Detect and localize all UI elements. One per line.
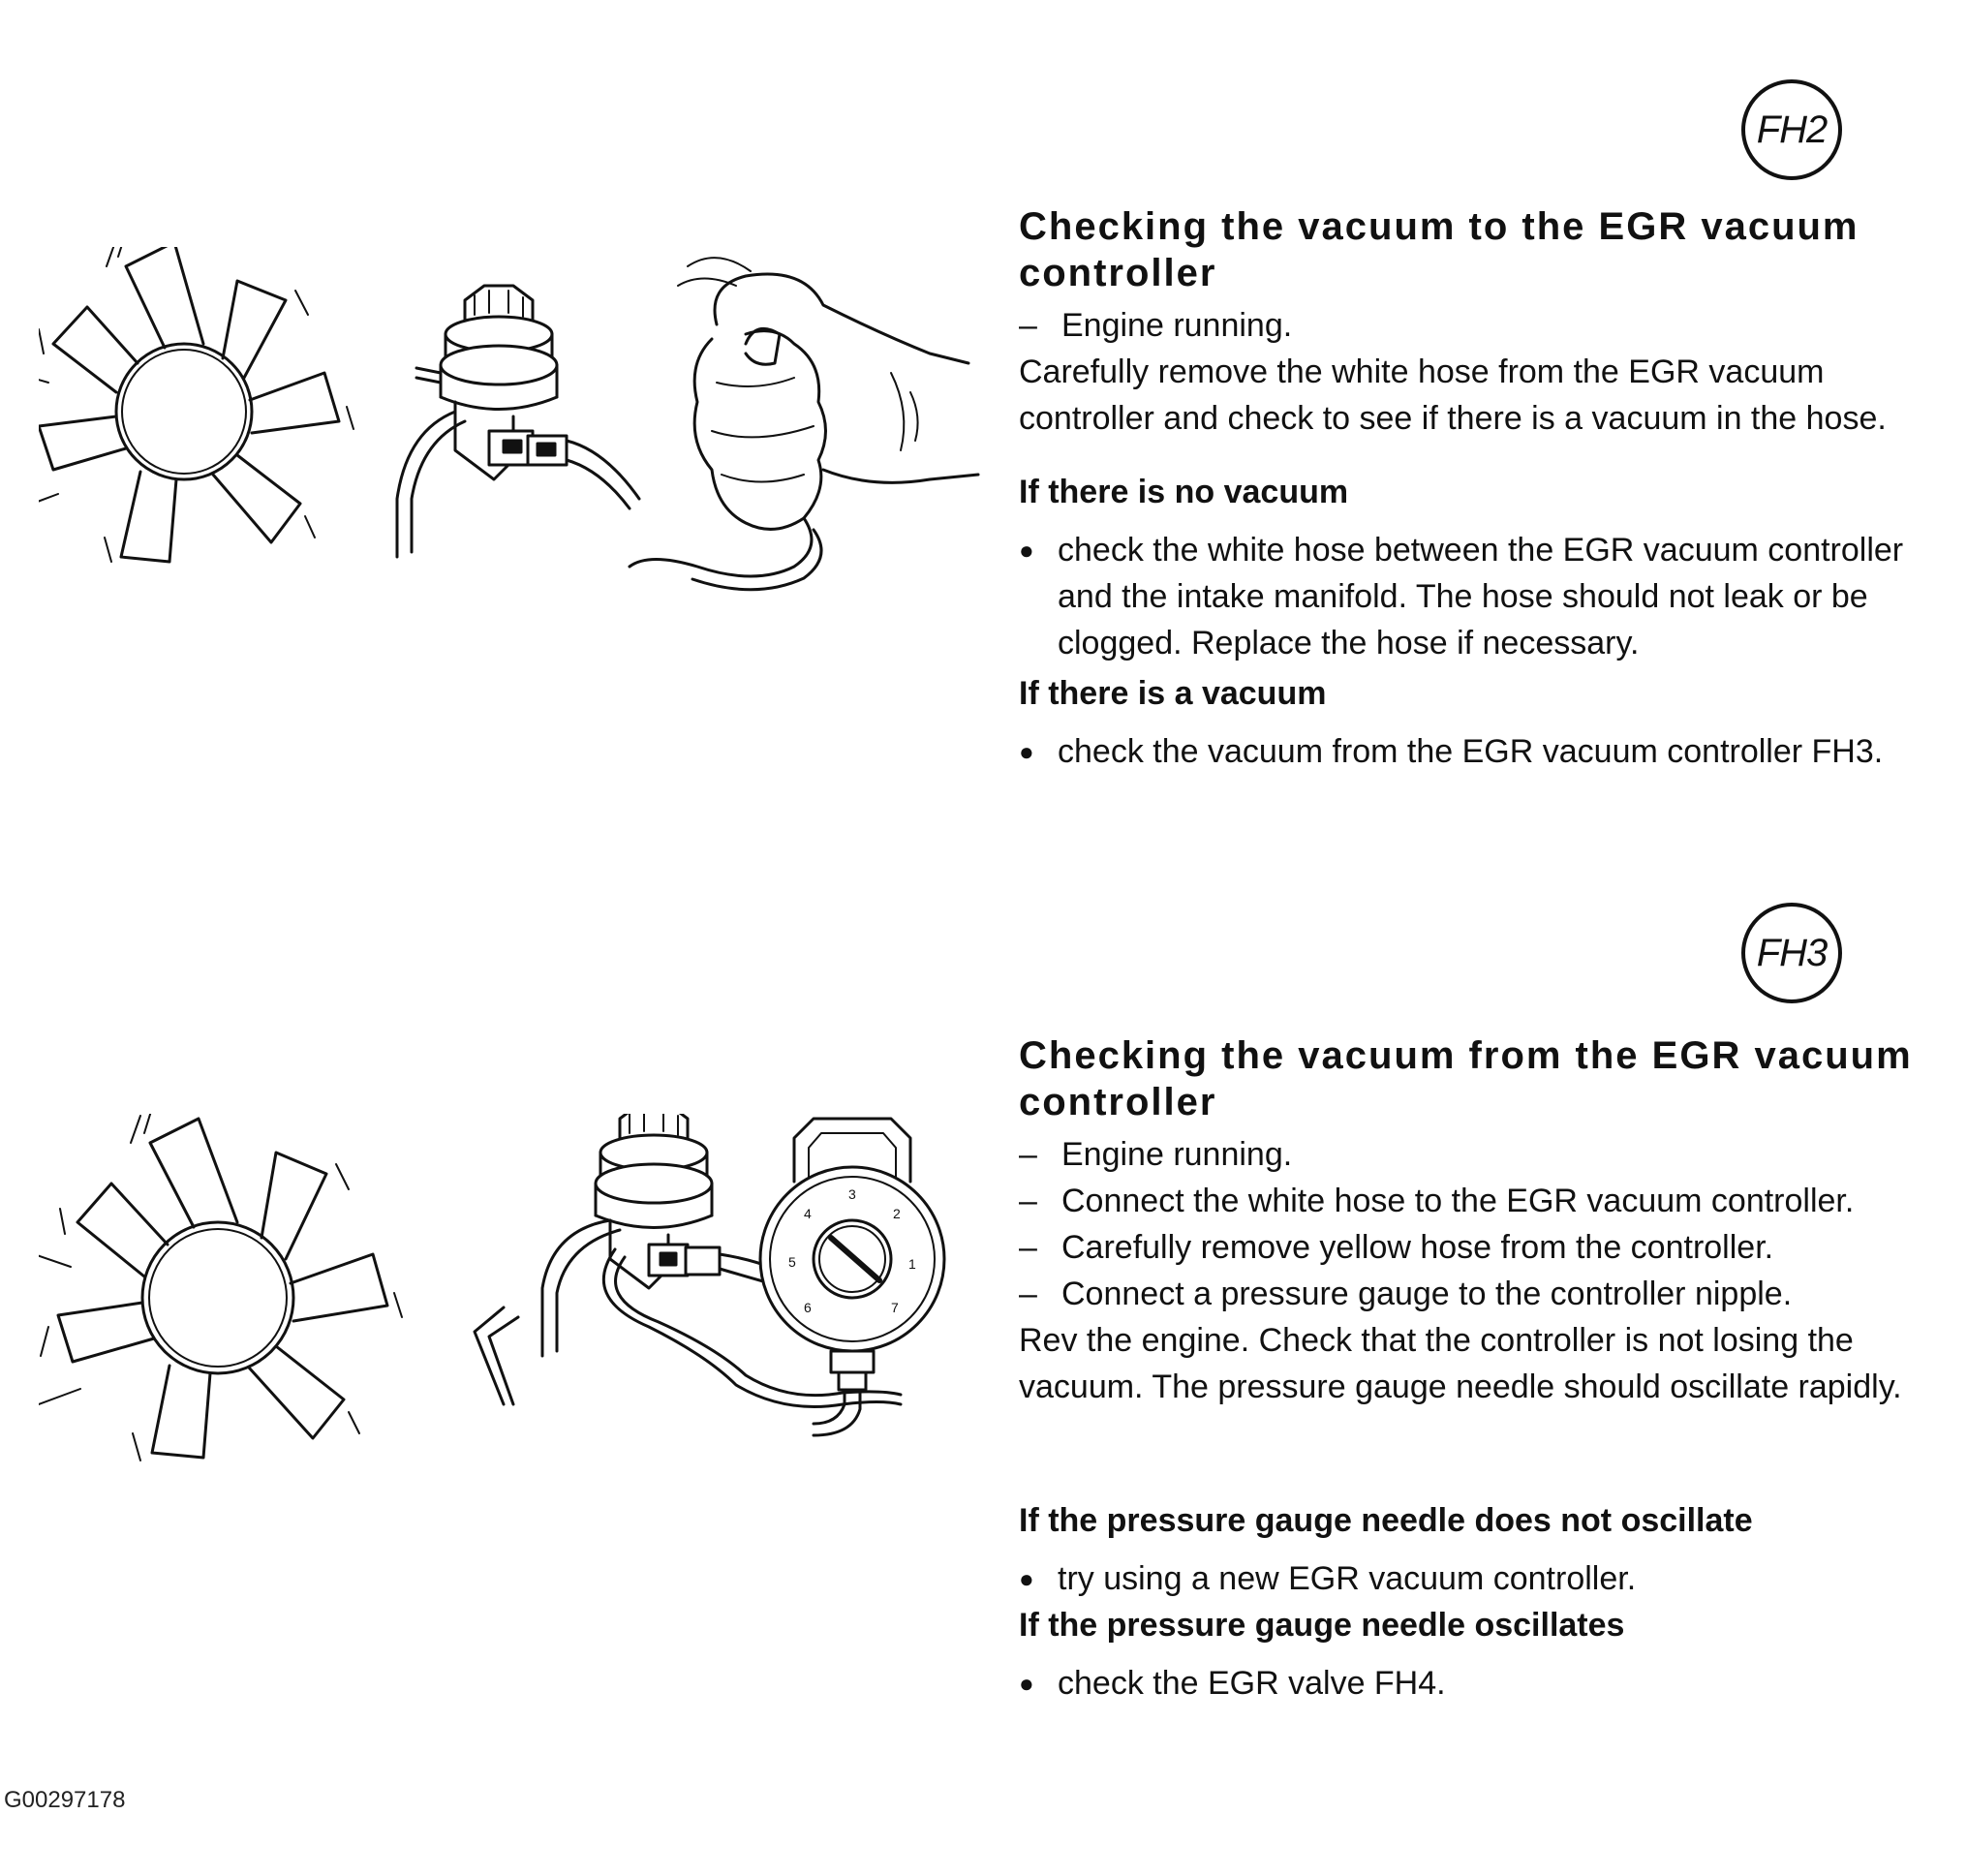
- gauge-dial-number: 1: [908, 1256, 916, 1272]
- pressure-gauge-icon: [760, 1119, 944, 1435]
- fh2-body: Carefully remove the white hose from the EGR vacuum controller and check to see if there is a vacuum in the hose.: [1019, 354, 1887, 437]
- fh3-badge: FH3: [1741, 903, 1842, 1003]
- gauge-dial-number: 3: [848, 1186, 856, 1202]
- fh2-badge: FH2: [1741, 79, 1842, 180]
- egr-vacuum-controller-icon: [397, 286, 639, 557]
- fh2-section: [1019, 203, 1949, 775]
- gauge-dial-number: 7: [891, 1300, 899, 1315]
- fh3-condition-1-heading: If the pressure gauge needle does not oscillate: [1019, 1502, 1753, 1539]
- fh3-body: Rev the engine. Check that the controller is not losing the vacuum. The pressure gauge needle should oscillate rapidly.: [1019, 1322, 1902, 1405]
- fh2-condition-2-heading: If there is a vacuum: [1019, 675, 1327, 712]
- fh3-condition-2-bullet: ● check the EGR valve FH4.: [1019, 1660, 1949, 1707]
- fh2-step-1: – Engine running.: [1019, 302, 1949, 349]
- hand-squeezing-hose-icon: [630, 258, 978, 590]
- fh3-title: Checking the vacuum from the EGR vacuum controller: [1019, 1034, 1913, 1123]
- fh2-title: Checking the vacuum to the EGR vacuum controller: [1019, 205, 1859, 294]
- fh2-illustration: [39, 247, 988, 596]
- fh3-condition-1-bullet: ● try using a new EGR vacuum controller.: [1019, 1555, 1949, 1602]
- gauge-dial-number: 4: [804, 1206, 812, 1221]
- fh3-step-3: – Carefully remove yellow hose from the controller.: [1019, 1224, 1949, 1271]
- gauge-dial-number: 6: [804, 1300, 812, 1315]
- fh2-condition-2-bullet: ● check the vacuum from the EGR vacuum controller FH3.: [1019, 728, 1949, 775]
- fh3-step-1: – Engine running.: [1019, 1131, 1949, 1178]
- fh3-section: [1019, 1032, 1949, 1707]
- fh3-step-2: – Connect the white hose to the EGR vacuum controller.: [1019, 1178, 1949, 1224]
- fh2-condition-1-heading: If there is no vacuum: [1019, 474, 1349, 510]
- gauge-dial-number: 5: [788, 1254, 796, 1270]
- fh3-step-4: – Connect a pressure gauge to the controller nipple.: [1019, 1271, 1949, 1317]
- fan-icon: [39, 247, 353, 562]
- fh3-condition-2-heading: If the pressure gauge needle oscillates: [1019, 1607, 1625, 1644]
- fh2-condition-1-bullet: ● check the white hose between the EGR vacuum controller and the intake manifold. The hose should not leak or be clogged. Replace the hose if necessary.: [1019, 527, 1949, 666]
- fan-icon: [39, 1114, 402, 1461]
- gauge-dial-number: 2: [893, 1206, 901, 1221]
- figure-code: G00297178: [4, 1787, 126, 1813]
- fh3-illustration: [39, 1114, 968, 1492]
